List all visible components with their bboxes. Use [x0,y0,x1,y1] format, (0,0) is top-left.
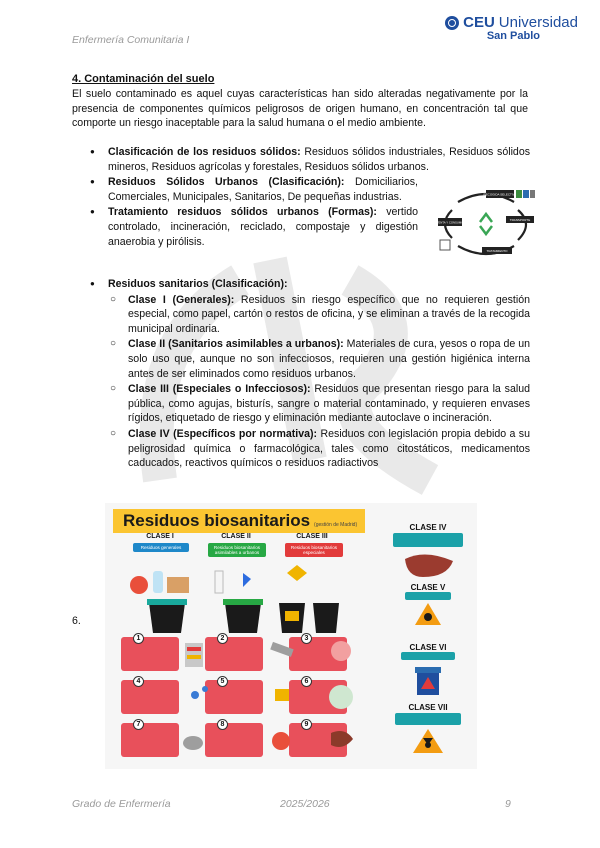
class-i-tag: Residuos generales [133,543,189,552]
footer-page-number: 9 [505,798,511,810]
list-item: ● Clasificación de los residuos sólidos: Residuos sólidos industriales, Residuos sólidos mineros, Residuos agrícolas y forestales, Residuos sólidos urbanos. [90,145,530,174]
infographic-title: Residuos biosanitarios (gestión de Madrid) [113,509,365,533]
radiation-warning-icon [411,727,445,755]
list-item: ● Residuos sanitarios (Clasificación): [90,277,530,292]
cycle-stage-label: VENTA Y CONSUMO [436,220,464,225]
footer-degree: Grado de Enfermería [72,798,171,810]
card-number: 9 [301,719,312,730]
logo-rest-text: Universidad [498,14,578,31]
footer-year: 2025/2026 [280,798,330,810]
card-number: 1 [133,633,144,644]
sanitary-waste-list [90,277,530,472]
cytotoxic-container-icon [411,663,445,697]
cycle-stage-label: TRANSPORTE [509,218,531,222]
card-number: 4 [133,676,144,687]
university-logo [428,14,578,48]
liver-icon [401,551,457,579]
header-course-title: Enfermería Comunitaria I [72,34,190,46]
biohazard-warning-icon [413,601,443,627]
class-vi-tag [401,652,455,660]
info-card [121,723,179,757]
class-iv-heading: CLASE IV [409,523,447,532]
waste-class-item: ○ Clase II (Sanitarios asimilables a urbanos): Materiales de cura, yesos o ropa de un solo uso que, aunque no son infecciosos, requieren una gestión higiénica interna antes de ser eliminados como residuos urbanos. [110,337,530,381]
info-card [121,680,179,714]
class-ii-heading: CLASE II [221,533,251,540]
cycle-stage-label: TRATAMIENTO [486,249,508,253]
section-title: 4. Contaminación del suelo [72,73,215,85]
class-v-tag [405,592,451,600]
card-number: 5 [217,676,228,687]
list-item: ● Residuos Sólidos Urbanos (Clasificación): Domiciliarios, Comerciales, Municipales, Sanitarios, De pequeñas industrias. [90,175,418,204]
class-iv-tag [393,533,463,547]
cycle-stage-label: RECOGIDA SELECTIVA [483,192,517,197]
card-number: 2 [217,633,228,644]
logo-main-text: CEU [463,14,495,31]
class-iii-heading: CLASE III [296,533,328,540]
card-illustrations [181,637,361,759]
globe-icon [445,16,459,30]
figure-number: 6. [72,615,81,627]
waste-class-item: ○ Clase IV (Específicos por normativa): Residuos con legislación propia debido a su peligrosidad química o farmacológica, tales como citostáticos, medicamentos caducados, reactivos químicos o residuos radiactivos [110,427,530,471]
recycling-cycle-illustration [436,188,536,260]
class-iii-tag: Residuos biosanitarios especiales [285,543,343,557]
info-card [121,637,179,671]
card-number: 7 [133,719,144,730]
section-intro: El suelo contaminado es aquel cuyas características han sido alteradas negativamente por la presencia de componentes químicos peligrosos de origen humano, en concentración tal que comporte un riesgo inaceptable para la salud humana o el medio ambiente. [72,88,528,130]
card-number: 6 [301,676,312,687]
class-ii-tag: Residuos biosanitarios asimilables a urbanos [208,543,266,557]
class-vi-heading: CLASE VI [409,643,447,652]
logo-subtitle: San Pablo [486,30,540,42]
waste-class-item: ○ Clase III (Especiales o Infecciosos): Residuos que presentan riesgo para la salud pública, como agujas, bisturís, sangre o material contaminado, y requieren envases rígidos, etiquetado de riesgo y eliminación mediante autoclave o incineración. [110,382,530,426]
class-bins-illustration [115,559,365,637]
biosanitary-waste-infographic [105,503,477,769]
class-v-heading: CLASE V [410,583,446,592]
waste-class-item: ○ Clase I (Generales): Residuos sin riesgo específico que no requieren gestión especial, como papel, cartón o restos de oficina, y se eliminan a través de la recogida municipal ordinaria. [110,293,530,337]
class-vii-tag [395,713,461,725]
list-item: ● Tratamiento residuos sólidos urbanos (Formas): vertido controlado, incineración, reciclado, compostaje y digestión anaerobia y pirólisis. [90,205,418,249]
class-i-heading: CLASE I [146,533,174,540]
card-number: 8 [217,719,228,730]
card-number: 3 [301,633,312,644]
class-vii-heading: CLASE VII [408,703,448,712]
